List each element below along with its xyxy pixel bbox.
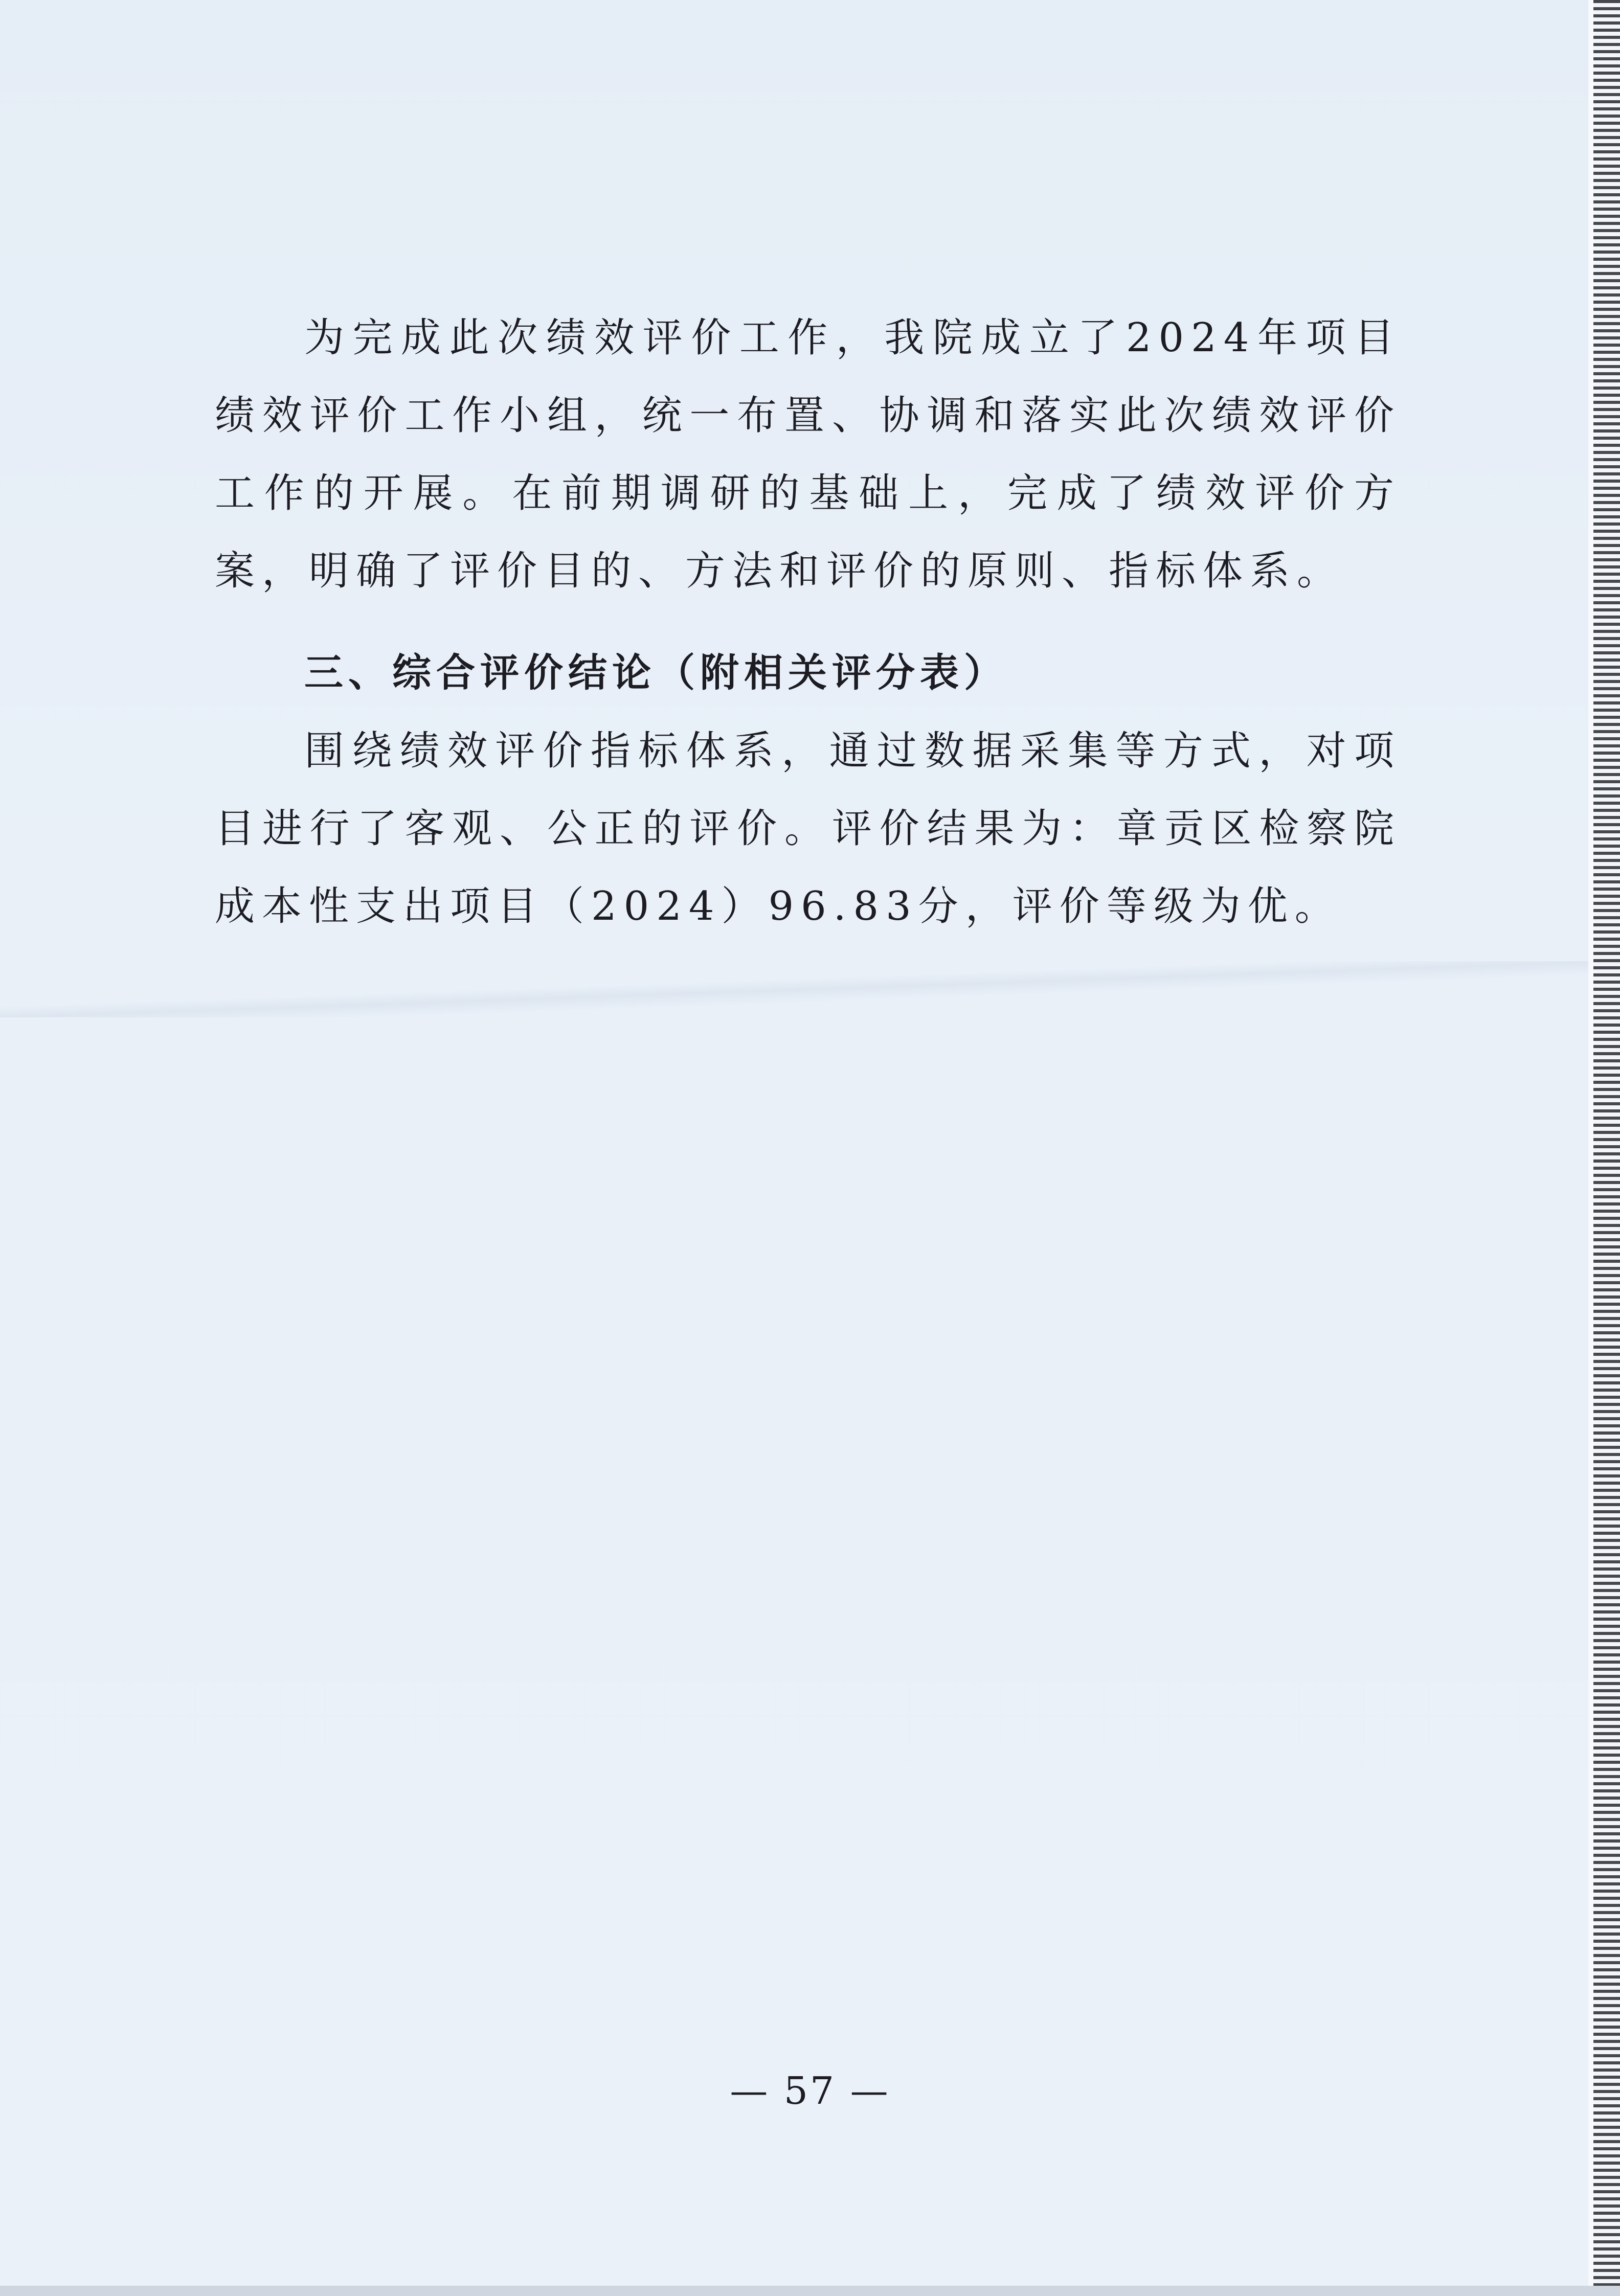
page-number: — 57 — [730, 2069, 890, 2113]
paper-fold-shadow [0, 961, 1620, 1017]
paragraph-evaluation-result: 围绕绩效评价指标体系，通过数据采集等方式，对项目进行了客观、公正的评价。评价结果为：章贡区检察院成本性支出项目（2024）96.83分，评价等级为优。 [215, 728, 1401, 929]
scan-bottom-edge [0, 2286, 1620, 2296]
binding-edge [1593, 0, 1620, 2296]
section-heading: 三、综合评价结论（附相关评分表） [304, 650, 1008, 695]
paragraph-evaluation-work: 为完成此次绩效评价工作，我院成立了2024年项目绩效评价工作小组，统一布置、协调和落实此次绩效评价工作的开展。在前期调研的基础上，完成了绩效评价方案，明确了评价目的、方法和评价的原则、指标体系。 [215, 315, 1401, 594]
scan-edge-margin [1588, 0, 1593, 2296]
